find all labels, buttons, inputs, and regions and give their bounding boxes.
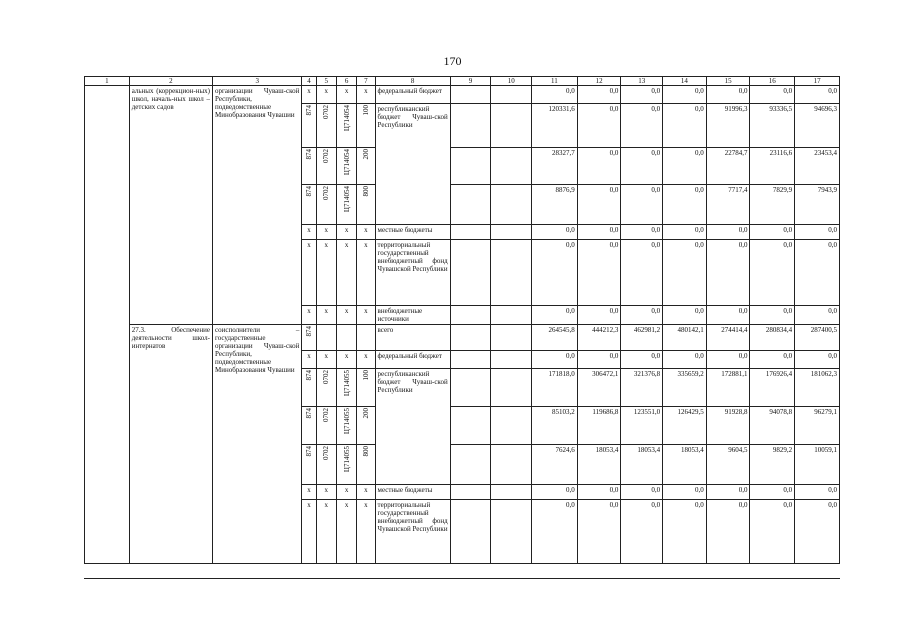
- code-cell: x: [302, 500, 316, 564]
- value-cell: 0,0: [621, 485, 663, 500]
- value-cell: 0,0: [663, 240, 707, 306]
- value-cell: 0,0: [795, 306, 840, 325]
- value-cell: 0,0: [577, 185, 621, 225]
- empty-cell: [491, 306, 532, 325]
- value-cell: 280834,4: [750, 325, 795, 351]
- value-cell: 0,0: [663, 306, 707, 325]
- value-cell: 0,0: [577, 240, 621, 306]
- value-cell: 444212,3: [577, 325, 621, 351]
- code-cell: x: [302, 225, 316, 240]
- empty-cell: [491, 185, 532, 225]
- code-text: 874: [305, 446, 314, 457]
- value-cell: 0,0: [795, 351, 840, 369]
- source-cell: республиканский бюджет Чуваш-ской Республики: [375, 104, 450, 225]
- value-cell: 0,0: [577, 351, 621, 369]
- empty-cell: [450, 407, 491, 445]
- value-cell: 0,0: [663, 185, 707, 225]
- code-text: 0702: [322, 370, 331, 384]
- value-cell: 462981,2: [621, 325, 663, 351]
- header-cell: 17: [795, 77, 840, 86]
- value-cell: 0,0: [750, 500, 795, 564]
- value-cell: 0,0: [532, 86, 578, 104]
- empty-cell: [450, 148, 491, 185]
- code-text: 200: [361, 408, 370, 419]
- value-cell: 28327,7: [532, 148, 578, 185]
- code-cell: x: [316, 485, 336, 500]
- source-cell: внебюджетные источники: [375, 306, 450, 325]
- code-cell: [357, 104, 375, 148]
- value-cell: 0,0: [621, 225, 663, 240]
- code-cell: x: [336, 306, 356, 325]
- code-cell: [357, 445, 375, 485]
- code-text: Ц714054: [342, 149, 351, 176]
- value-cell: 0,0: [621, 351, 663, 369]
- code-cell: [336, 407, 356, 445]
- value-cell: 0,0: [532, 306, 578, 325]
- header-cell: 3: [213, 77, 302, 86]
- code-cell: x: [316, 225, 336, 240]
- code-cell: x: [316, 500, 336, 564]
- header-cell: 5: [316, 77, 336, 86]
- empty-cell: [450, 351, 491, 369]
- value-cell: 0,0: [621, 148, 663, 185]
- value-cell: 7624,6: [532, 445, 578, 485]
- value-cell: 0,0: [706, 485, 750, 500]
- value-cell: 0,0: [663, 148, 707, 185]
- code-cell: x: [336, 351, 356, 369]
- value-cell: 0,0: [577, 500, 621, 564]
- header-cell: 9: [450, 77, 491, 86]
- value-cell: 91996,3: [706, 104, 750, 148]
- value-cell: 0,0: [750, 485, 795, 500]
- header-cell: 15: [706, 77, 750, 86]
- empty-cell: [450, 485, 491, 500]
- executor-cell: организации Чуваш-ской Республики, подведомственные Минобразования Чувашии: [213, 86, 302, 325]
- value-cell: 10059,1: [795, 445, 840, 485]
- header-cell: 1: [85, 77, 130, 86]
- code-cell: [336, 369, 356, 407]
- code-text: 874: [305, 149, 314, 160]
- value-cell: 119686,8: [577, 407, 621, 445]
- bottom-rule: [84, 578, 840, 579]
- empty-cell: [450, 225, 491, 240]
- header-cell: 7: [357, 77, 375, 86]
- code-text: 874: [305, 105, 314, 116]
- value-cell: 96279,1: [795, 407, 840, 445]
- value-cell: 0,0: [750, 86, 795, 104]
- executor-cell: соисполнители – государственные организации Чуваш-ской Республики, подведомственные Минобразования Чувашии: [213, 325, 302, 564]
- value-cell: 0,0: [663, 104, 707, 148]
- value-cell: 7943,9: [795, 185, 840, 225]
- value-cell: 94078,8: [750, 407, 795, 445]
- code-cell: [316, 369, 336, 407]
- value-cell: 0,0: [795, 500, 840, 564]
- event-name-cell: альных (коррекцион-ных) школ, началь-ных школ – детских садов: [129, 86, 212, 325]
- value-cell: 321376,8: [621, 369, 663, 407]
- value-cell: 274414,4: [706, 325, 750, 351]
- value-cell: 0,0: [621, 86, 663, 104]
- code-cell: x: [357, 351, 375, 369]
- code-cell: [316, 407, 336, 445]
- value-cell: 0,0: [577, 225, 621, 240]
- value-cell: 480142,1: [663, 325, 707, 351]
- value-cell: 0,0: [663, 500, 707, 564]
- code-cell: x: [302, 351, 316, 369]
- code-cell: [357, 369, 375, 407]
- column-number-row: [85, 77, 840, 86]
- value-cell: 0,0: [621, 185, 663, 225]
- source-cell: территориальный государственный внебюджетный фонд Чувашской Республики: [375, 500, 450, 564]
- value-cell: 0,0: [750, 351, 795, 369]
- value-cell: 123551,0: [621, 407, 663, 445]
- value-cell: 93336,5: [750, 104, 795, 148]
- code-cell: [336, 445, 356, 485]
- value-cell: 9829,2: [750, 445, 795, 485]
- source-cell: местные бюджеты: [375, 485, 450, 500]
- code-text: 100: [361, 370, 370, 381]
- code-text: Ц714054: [342, 186, 351, 213]
- value-cell: 0,0: [532, 225, 578, 240]
- value-cell: 0,0: [795, 225, 840, 240]
- empty-cell: [450, 240, 491, 306]
- value-cell: 0,0: [663, 351, 707, 369]
- code-cell: x: [302, 485, 316, 500]
- empty-cell: [491, 500, 532, 564]
- code-cell: x: [357, 500, 375, 564]
- value-cell: 306472,1: [577, 369, 621, 407]
- empty-cell: [450, 185, 491, 225]
- page-number: 170: [443, 54, 462, 68]
- source-cell: территориальный государственный внебюджетный фонд Чувашской Республики: [375, 240, 450, 306]
- value-cell: 0,0: [532, 240, 578, 306]
- table-row: [85, 325, 840, 351]
- code-text: Ц714055: [342, 408, 351, 435]
- empty-cell: [491, 325, 532, 351]
- header-cell: 11: [532, 77, 578, 86]
- budget-table: [84, 76, 840, 564]
- value-cell: 0,0: [577, 306, 621, 325]
- code-text: 0702: [322, 105, 331, 119]
- code-cell: [316, 104, 336, 148]
- value-cell: 0,0: [706, 86, 750, 104]
- value-cell: 0,0: [577, 148, 621, 185]
- header-cell: 10: [491, 77, 532, 86]
- value-cell: 0,0: [621, 104, 663, 148]
- code-text: 874: [305, 408, 314, 419]
- code-cell: [357, 325, 375, 351]
- empty-cell: [491, 225, 532, 240]
- source-cell: федеральный бюджет: [375, 86, 450, 104]
- code-text: 874: [305, 370, 314, 381]
- value-cell: 126429,5: [663, 407, 707, 445]
- header-cell: 4: [302, 77, 316, 86]
- code-cell: [357, 185, 375, 225]
- code-cell: x: [357, 225, 375, 240]
- empty-cell: [491, 369, 532, 407]
- empty-cell: [450, 369, 491, 407]
- code-cell: x: [357, 485, 375, 500]
- value-cell: 264545,8: [532, 325, 578, 351]
- value-cell: 0,0: [663, 86, 707, 104]
- value-cell: 0,0: [532, 500, 578, 564]
- code-cell: x: [302, 306, 316, 325]
- value-cell: 0,0: [750, 240, 795, 306]
- code-cell: [302, 369, 316, 407]
- header-cell: 2: [129, 77, 212, 86]
- value-cell: 0,0: [706, 240, 750, 306]
- header-cell: 16: [750, 77, 795, 86]
- value-cell: 171818,0: [532, 369, 578, 407]
- value-cell: 181062,3: [795, 369, 840, 407]
- value-cell: 23453,4: [795, 148, 840, 185]
- code-cell: x: [336, 485, 356, 500]
- code-cell: x: [336, 225, 356, 240]
- code-cell: x: [316, 351, 336, 369]
- code-cell: x: [357, 86, 375, 104]
- empty-cell: [450, 500, 491, 564]
- value-cell: 0,0: [663, 485, 707, 500]
- code-cell: x: [357, 306, 375, 325]
- code-cell: x: [336, 86, 356, 104]
- code-cell: [302, 407, 316, 445]
- header-cell: 13: [621, 77, 663, 86]
- empty-cell: [491, 104, 532, 148]
- code-cell: [336, 148, 356, 185]
- value-cell: 7829,9: [750, 185, 795, 225]
- source-cell: республиканский бюджет Чуваш-ской Республики: [375, 369, 450, 485]
- value-cell: 23116,6: [750, 148, 795, 185]
- table-row: [85, 86, 840, 104]
- code-cell: x: [336, 240, 356, 306]
- source-cell: всего: [375, 325, 450, 351]
- event-name-cell: 27.3. Обеспечение деятельности школ-интернатов: [129, 325, 212, 564]
- value-cell: 8876,9: [532, 185, 578, 225]
- code-cell: [336, 104, 356, 148]
- code-text: 800: [361, 446, 370, 457]
- empty-cell: [450, 445, 491, 485]
- value-cell: 9604,5: [706, 445, 750, 485]
- empty-cell: [450, 86, 491, 104]
- code-text: 874: [305, 326, 314, 337]
- value-cell: 85103,2: [532, 407, 578, 445]
- code-cell: x: [316, 86, 336, 104]
- code-cell: [302, 185, 316, 225]
- code-cell: x: [336, 500, 356, 564]
- code-cell: [302, 325, 316, 351]
- value-cell: 0,0: [795, 485, 840, 500]
- code-text: Ц714055: [342, 446, 351, 473]
- item-number-cell: [85, 86, 130, 564]
- code-cell: [336, 325, 356, 351]
- code-text: 100: [361, 105, 370, 116]
- value-cell: 0,0: [663, 225, 707, 240]
- empty-cell: [491, 148, 532, 185]
- value-cell: 0,0: [706, 351, 750, 369]
- value-cell: 0,0: [621, 240, 663, 306]
- code-cell: [357, 407, 375, 445]
- code-cell: [302, 148, 316, 185]
- value-cell: 0,0: [750, 225, 795, 240]
- code-cell: [357, 148, 375, 185]
- code-cell: x: [357, 240, 375, 306]
- value-cell: 0,0: [577, 485, 621, 500]
- header-cell: 12: [577, 77, 621, 86]
- empty-cell: [491, 86, 532, 104]
- value-cell: 287400,5: [795, 325, 840, 351]
- value-cell: 18053,4: [663, 445, 707, 485]
- value-cell: 0,0: [795, 86, 840, 104]
- value-cell: 0,0: [706, 225, 750, 240]
- code-text: Ц714054: [342, 105, 351, 132]
- code-text: 200: [361, 149, 370, 160]
- source-cell: местные бюджеты: [375, 225, 450, 240]
- value-cell: 0,0: [577, 86, 621, 104]
- code-cell: [302, 104, 316, 148]
- header-cell: 8: [375, 77, 450, 86]
- code-cell: x: [316, 306, 336, 325]
- value-cell: 0,0: [706, 306, 750, 325]
- code-cell: [336, 185, 356, 225]
- header-cell: 14: [663, 77, 707, 86]
- empty-cell: [491, 407, 532, 445]
- header-cell: 6: [336, 77, 356, 86]
- code-text: 0702: [322, 186, 331, 200]
- code-text: 800: [361, 186, 370, 197]
- code-text: 874: [305, 186, 314, 197]
- code-cell: [316, 445, 336, 485]
- value-cell: 0,0: [795, 240, 840, 306]
- value-cell: 335659,2: [663, 369, 707, 407]
- empty-cell: [491, 240, 532, 306]
- code-cell: [302, 445, 316, 485]
- value-cell: 18053,4: [577, 445, 621, 485]
- code-cell: x: [302, 86, 316, 104]
- source-cell: федеральный бюджет: [375, 351, 450, 369]
- value-cell: 0,0: [532, 351, 578, 369]
- value-cell: 0,0: [621, 306, 663, 325]
- code-cell: x: [302, 240, 316, 306]
- value-cell: 94696,3: [795, 104, 840, 148]
- value-cell: 0,0: [532, 485, 578, 500]
- code-text: 0702: [322, 149, 331, 163]
- empty-cell: [450, 306, 491, 325]
- value-cell: 7717,4: [706, 185, 750, 225]
- code-cell: [316, 325, 336, 351]
- value-cell: 0,0: [750, 306, 795, 325]
- code-text: 0702: [322, 408, 331, 422]
- value-cell: 0,0: [706, 500, 750, 564]
- value-cell: 120331,6: [532, 104, 578, 148]
- empty-cell: [491, 445, 532, 485]
- code-text: 0702: [322, 446, 331, 460]
- value-cell: 172881,1: [706, 369, 750, 407]
- value-cell: 0,0: [621, 500, 663, 564]
- empty-cell: [450, 325, 491, 351]
- code-cell: x: [316, 240, 336, 306]
- empty-cell: [491, 485, 532, 500]
- empty-cell: [491, 351, 532, 369]
- code-cell: [316, 148, 336, 185]
- value-cell: 176926,4: [750, 369, 795, 407]
- code-text: Ц714055: [342, 370, 351, 397]
- empty-cell: [450, 104, 491, 148]
- value-cell: 91928,8: [706, 407, 750, 445]
- code-cell: [316, 185, 336, 225]
- value-cell: 22784,7: [706, 148, 750, 185]
- value-cell: 18053,4: [621, 445, 663, 485]
- value-cell: 0,0: [577, 104, 621, 148]
